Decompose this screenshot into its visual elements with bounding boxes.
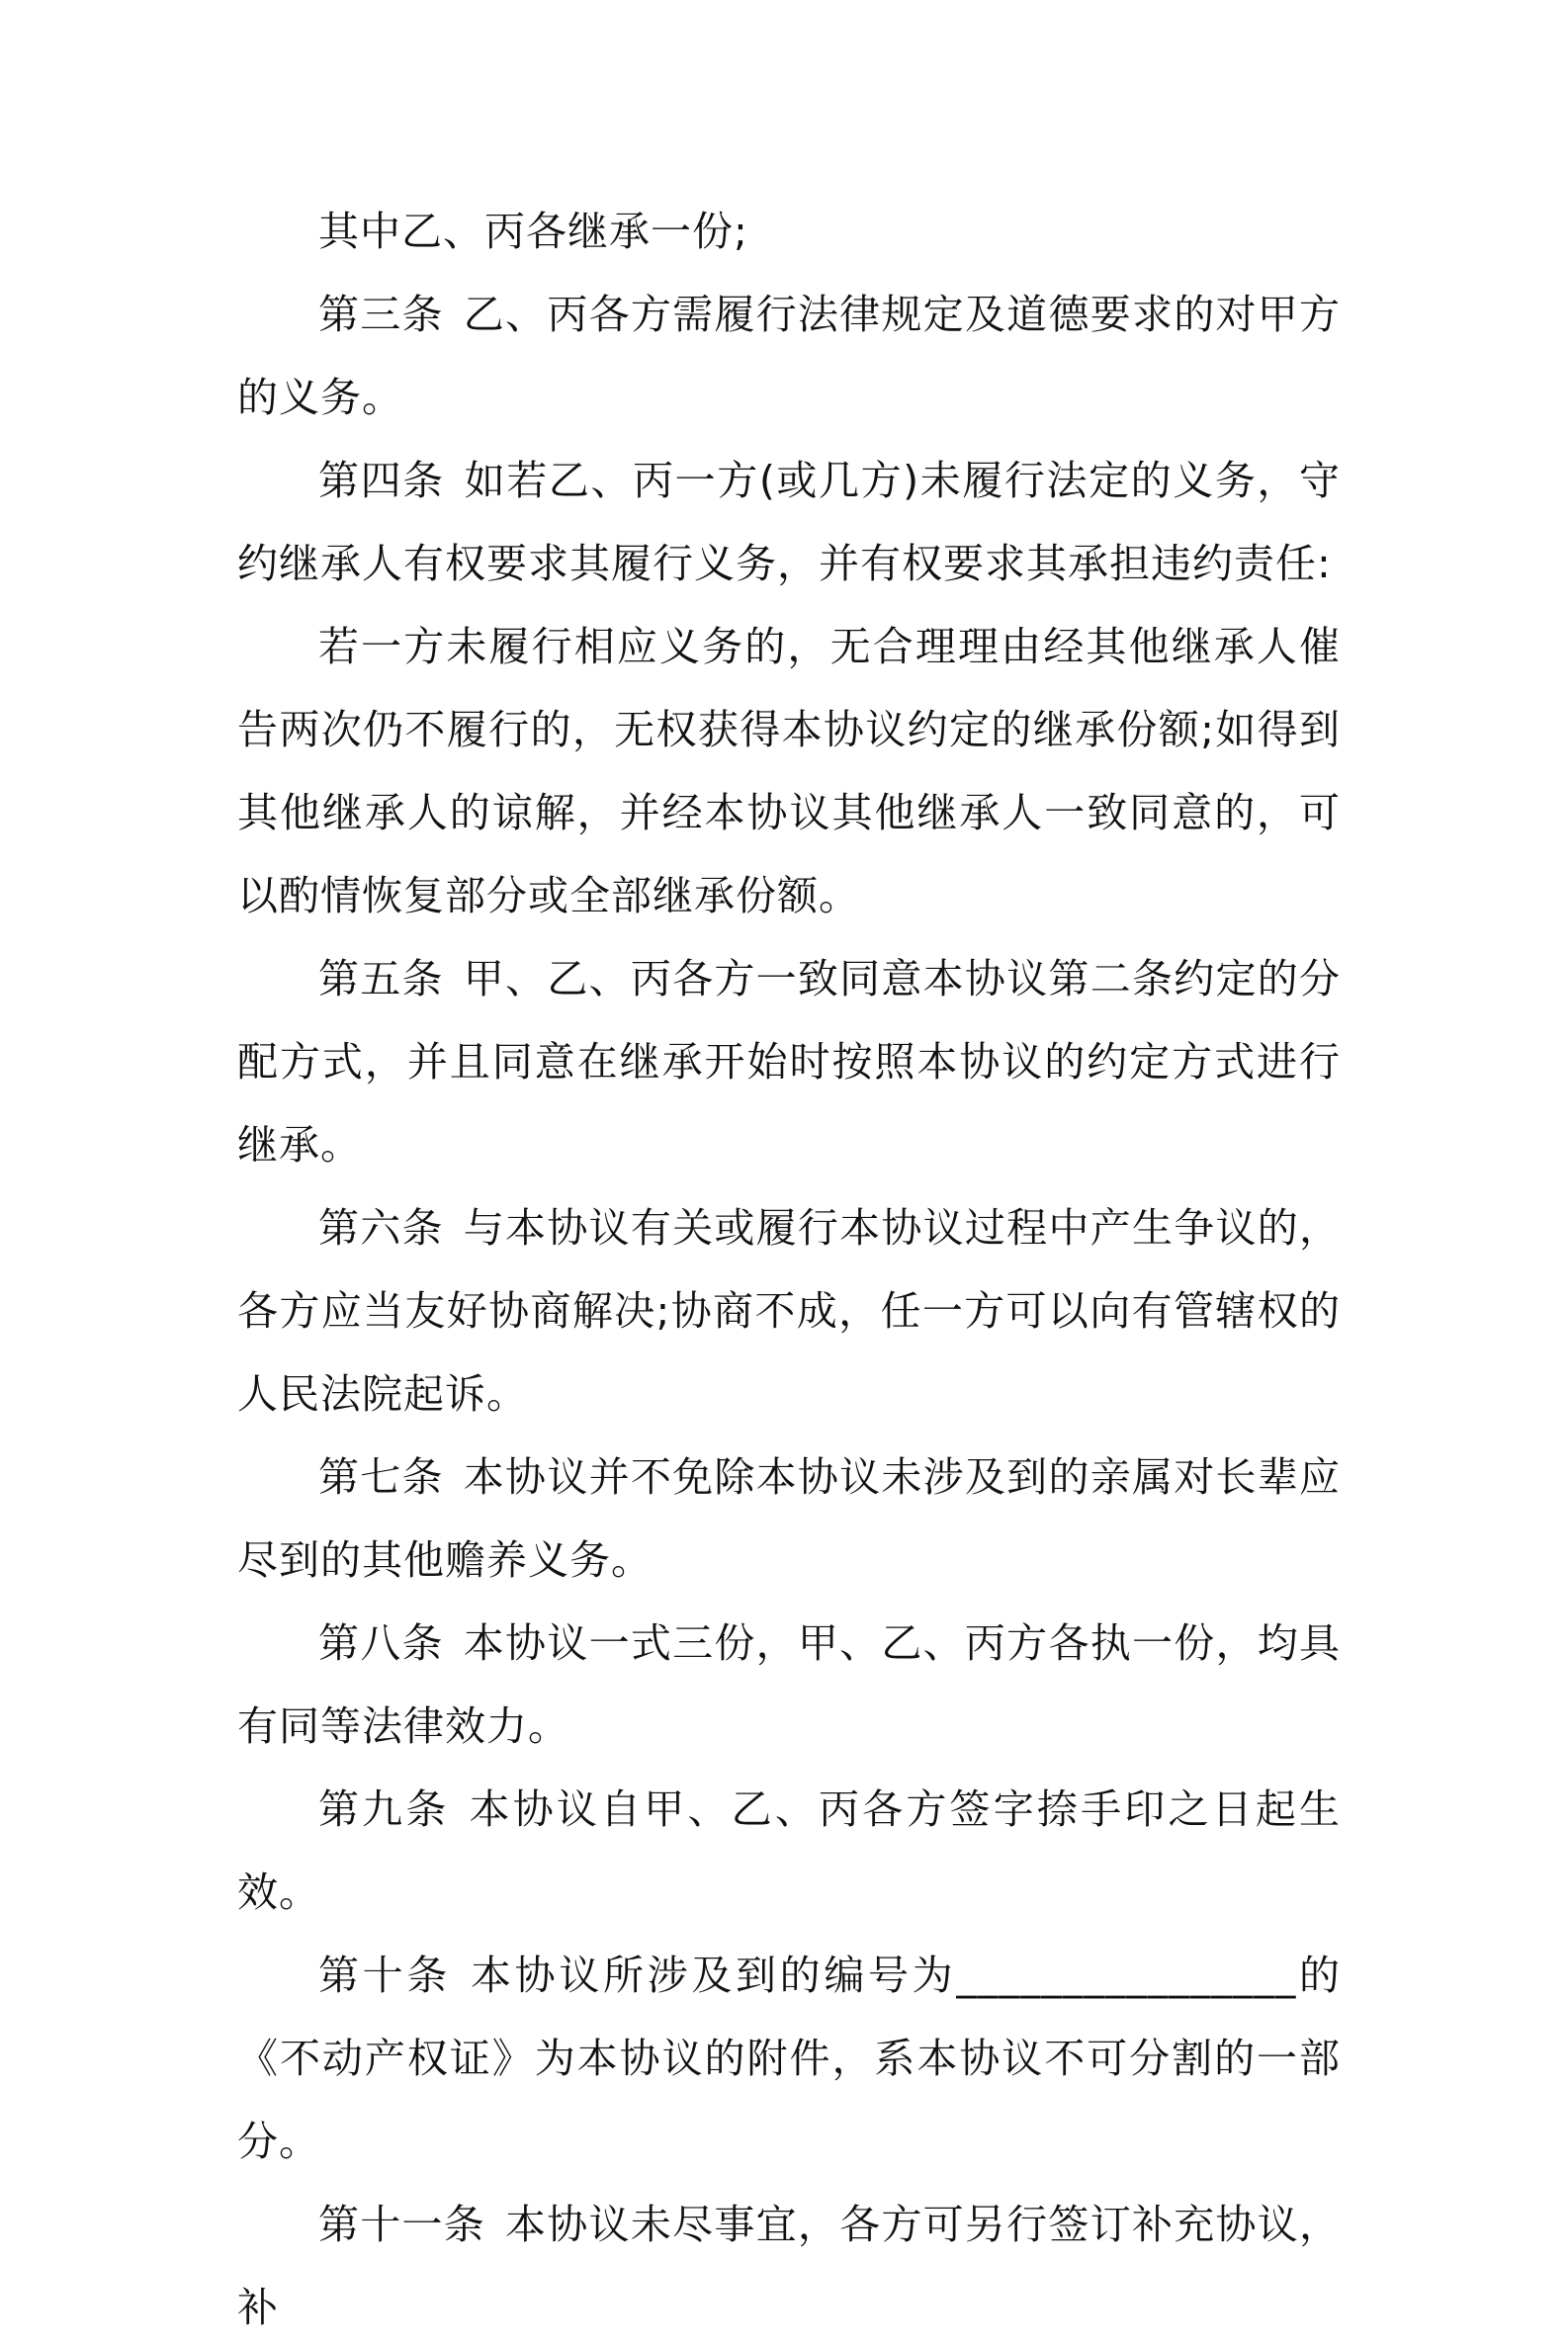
article-text: 乙、丙各方需履行法律规定及道德要求的对甲方的义务。	[237, 291, 1342, 421]
article-number: 第六条	[318, 1204, 444, 1252]
article-number: 第十一条	[318, 2201, 486, 2248]
article-six	[237, 1186, 1341, 1436]
article-eleven	[237, 2183, 1341, 2349]
article-text: 甲、乙、丙各方一致同意本协议第二条约定的分配方式，并且同意在继承开始时按照本协议的约定方式进行继承。	[237, 955, 1342, 1169]
article-four	[237, 439, 1341, 605]
article-text: 本协议自甲、乙、丙各方签字捺手印之日起生效。	[237, 1785, 1341, 1916]
paragraph	[237, 190, 1341, 273]
article-number: 第十条	[318, 1952, 451, 1999]
article-text-after: 的《不动产权证》为本协议的附件，系本协议不可分割的一部分。	[237, 1952, 1342, 2165]
article-text: 本协议未尽事宜，各方可另行签订补充协议，补	[237, 2201, 1342, 2331]
paragraph	[237, 605, 1341, 937]
article-seven	[237, 1436, 1341, 1602]
article-text-before: 本协议所涉及到的编号为	[471, 1952, 957, 1999]
paragraph-text: 若一方未履行相应义务的，无合理理由经其他继承人催告两次仍不履行的，无权获得本协议约定的继承份额;如得到其他继承人的谅解，并经本协议其他继承人一致同意的，可以酌情恢复部分或全部继承份额。	[237, 623, 1341, 919]
article-nine	[237, 1768, 1341, 1934]
article-text: 与本协议有关或履行本协议过程中产生争议的，各方应当友好协商解决;协商不成，任一方可以向有管辖权的人民法院起诉。	[237, 1204, 1342, 1418]
article-number: 第九条	[318, 1785, 450, 1833]
article-number: 第五条	[318, 955, 444, 1002]
article-three	[237, 273, 1341, 439]
article-eight	[237, 1602, 1341, 1768]
paragraph-text: 其中乙、丙各继承一份;	[318, 208, 748, 255]
article-number: 第七条	[318, 1453, 444, 1501]
article-five	[237, 937, 1341, 1186]
article-number: 第八条	[318, 1619, 444, 1667]
article-number: 第三条	[318, 291, 444, 338]
fill-in-blank: ________________	[956, 1952, 1297, 1999]
article-text: 本协议一式三份，甲、乙、丙方各执一份，均具有同等法律效力。	[237, 1619, 1342, 1750]
article-text: 如若乙、丙一方(或几方)未履行法定的义务，守约继承人有权要求其履行义务，并有权要求其承担违约责任:	[237, 457, 1341, 587]
article-ten	[237, 1934, 1341, 2183]
article-number: 第四条	[318, 457, 445, 504]
article-text: 本协议并不免除本协议未涉及到的亲属对长辈应尽到的其他赡养义务。	[237, 1453, 1342, 1584]
document-body	[237, 190, 1341, 2349]
